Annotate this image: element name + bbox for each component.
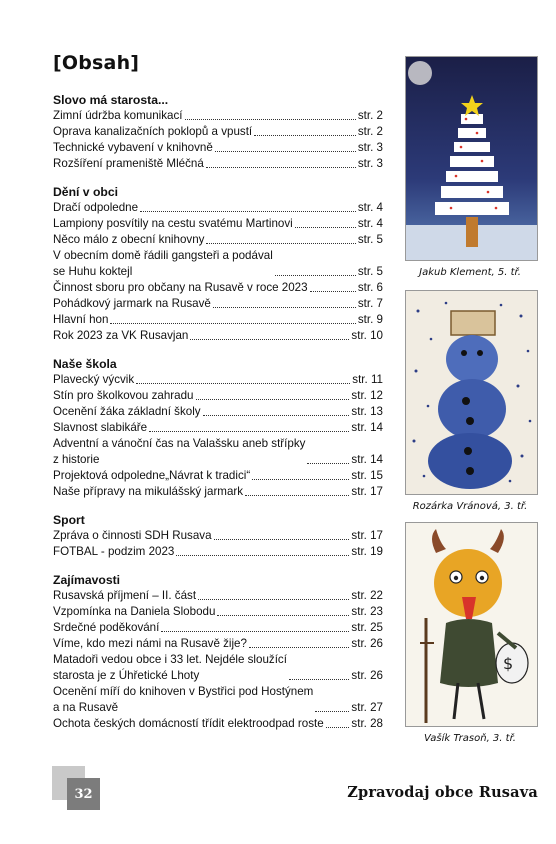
- toc-entry-page: str. 2: [357, 125, 383, 138]
- toc-entry-title: FOTBAL - podzim 2023: [53, 545, 175, 558]
- toc-section-title: Dění v obci: [53, 185, 119, 199]
- toc-entry: [53, 716, 383, 732]
- toc-entry-page: str. 3: [357, 157, 383, 170]
- toc-dot-leader: [215, 151, 356, 152]
- artwork-snowman: [405, 290, 538, 495]
- toc-dot-leader: [185, 119, 356, 120]
- toc-section: [53, 512, 383, 560]
- toc-dot-leader: [149, 431, 349, 432]
- toc-entry: [53, 604, 383, 620]
- toc-entry-page: str. 15: [351, 469, 383, 482]
- toc-entry-page: str. 5: [357, 233, 383, 246]
- toc-entry: [53, 108, 383, 124]
- toc-entry-title: Rozšíření prameniště Mléčná: [53, 157, 204, 170]
- toc-entry-page: str. 14: [351, 421, 383, 434]
- toc-dot-leader: [110, 323, 355, 324]
- toc-entry-title: V obecním domě řádili gangsteři a podával se Huhu koktejl: [53, 249, 273, 278]
- toc-entry: [53, 528, 383, 544]
- toc-entry: [53, 468, 383, 484]
- toc-entry: [53, 124, 383, 140]
- toc-dot-leader: [252, 479, 349, 480]
- page-number: 32: [67, 778, 100, 810]
- toc-entry: [53, 404, 383, 420]
- toc-dot-leader: [203, 415, 350, 416]
- toc-dot-leader: [245, 495, 349, 496]
- toc-entry-page: str. 14: [351, 453, 383, 466]
- toc-entry-page: str. 26: [351, 669, 383, 682]
- toc-entry-page: str. 7: [357, 297, 383, 310]
- toc-entry-title: Zimní údržba komunikací: [53, 109, 183, 122]
- toc-entry-title: Adventní a vánoční čas na Valašsku aneb střípky z historie: [53, 437, 306, 466]
- toc-entry-title: Lampiony posvítily na cestu svatému Martinovi: [53, 217, 293, 230]
- toc-entry-title: Hlavní hon: [53, 313, 109, 326]
- toc-entry-title: Rok 2023 za VK Rusavjan: [53, 329, 189, 342]
- toc-entry-page: str. 22: [351, 589, 383, 602]
- toc-dot-leader: [310, 291, 356, 292]
- toc-dot-leader: [326, 727, 350, 728]
- toc-dot-leader: [198, 599, 349, 600]
- toc-entry-title: Něco málo z obecní knihovny: [53, 233, 205, 246]
- toc-entry: [53, 140, 383, 156]
- toc-entry-page: str. 5: [357, 265, 383, 278]
- toc-section: [53, 572, 383, 732]
- toc-dot-leader: [206, 167, 356, 168]
- toc-dot-leader: [275, 275, 356, 276]
- toc-entry: [53, 296, 383, 312]
- toc-entry-page: str. 11: [352, 373, 383, 386]
- toc-entry: [53, 248, 383, 280]
- toc-entry-title: Ocenění žáka základní školy: [53, 405, 201, 418]
- toc-entry-title: Víme, kdo mezi námi na Rusavě žije?: [53, 637, 247, 650]
- toc-entry: [53, 216, 383, 232]
- toc-entry-title: Slavnost slabikáře: [53, 421, 148, 434]
- toc-dot-leader: [190, 339, 349, 340]
- toc-dot-leader: [249, 647, 349, 648]
- devil-drawing: [406, 523, 537, 726]
- toc-entry: [53, 636, 383, 652]
- toc-dot-leader: [136, 383, 350, 384]
- toc-entry-page: str. 17: [351, 529, 383, 542]
- toc-dot-leader: [254, 135, 356, 136]
- toc-entry-title: Naše přípravy na mikulášský jarmark: [53, 485, 244, 498]
- toc-entry-page: str. 9: [357, 313, 383, 326]
- toc-section-title: Sport: [53, 513, 85, 527]
- toc-entry-page: str. 28: [351, 717, 383, 730]
- table-of-contents: [53, 52, 383, 744]
- toc-entry-title: Technické vybavení v knihovně: [53, 141, 213, 154]
- toc-entry-page: str. 19: [351, 545, 383, 558]
- toc-entry-page: str. 6: [357, 281, 383, 294]
- toc-entry: [53, 620, 383, 636]
- toc-entry: [53, 328, 383, 344]
- page-title: [Obsah]: [53, 52, 140, 74]
- toc-entry-title: Pohádkový jarmark na Rusavě: [53, 297, 211, 310]
- toc-dot-leader: [213, 307, 356, 308]
- toc-entry: [53, 652, 383, 684]
- toc-dot-leader: [206, 243, 355, 244]
- toc-entry-title: Srdečné poděkování: [53, 621, 160, 634]
- artwork-caption: Rozárka Vránová, 3. tř.: [412, 501, 528, 512]
- toc-entry-title: Ocenění míří do knihoven v Bystřici pod Hostýnem a na Rusavě: [53, 685, 314, 714]
- toc-entry: [53, 232, 383, 248]
- toc-entry: [53, 684, 383, 716]
- toc-entry-page: str. 26: [351, 637, 383, 650]
- toc-section: [53, 92, 383, 172]
- toc-entry: [53, 544, 383, 560]
- toc-dot-leader: [161, 631, 349, 632]
- toc-entry-page: str. 25: [351, 621, 383, 634]
- toc-entry: [53, 372, 383, 388]
- toc-entry-page: str. 27: [351, 701, 383, 714]
- toc-dot-leader: [214, 539, 350, 540]
- toc-section-title: Naše škola: [53, 357, 117, 371]
- toc-entry: [53, 200, 383, 216]
- toc-section-title: Zajímavosti: [53, 573, 121, 587]
- toc-entry-title: Rusavská příjmení – II. část: [53, 589, 197, 602]
- toc-entry-title: Oprava kanalizačních poklopů a vpustí: [53, 125, 253, 138]
- toc-section-title: Slovo má starosta...: [53, 93, 169, 107]
- artwork-caption: Jakub Klement, 5. tř.: [419, 267, 521, 278]
- toc-entry: [53, 280, 383, 296]
- toc-dot-leader: [307, 463, 349, 464]
- toc-dot-leader: [217, 615, 349, 616]
- toc-entry: [53, 484, 383, 500]
- toc-entry-page: str. 17: [351, 485, 383, 498]
- toc-entry-page: str. 4: [357, 217, 383, 230]
- toc-entry-title: Ochota českých domácností třídit elektroodpad roste: [53, 717, 324, 730]
- toc-entry-title: Plavecký výcvik: [53, 373, 135, 386]
- artwork-christmas-tree: [405, 56, 538, 261]
- toc-entry: [53, 588, 383, 604]
- toc-sections: [53, 92, 383, 732]
- svg-text:$: $: [503, 654, 514, 673]
- toc-section: [53, 184, 383, 344]
- toc-dot-leader: [315, 711, 349, 712]
- artwork-caption: Vašík Trasoň, 3. tř.: [424, 733, 516, 744]
- toc-entry-title: Činnost sboru pro občany na Rusavě v roce 2023: [53, 281, 308, 294]
- toc-entry-title: Vzpomínka na Daniela Slobodu: [53, 605, 216, 618]
- toc-dot-leader: [289, 679, 349, 680]
- toc-entry-page: str. 13: [351, 405, 383, 418]
- toc-entry-page: str. 3: [357, 141, 383, 154]
- toc-entry-page: str. 12: [351, 389, 383, 402]
- christmas-tree-drawing: [406, 57, 537, 260]
- toc-dot-leader: [196, 399, 350, 400]
- toc-entry-page: str. 2: [357, 109, 383, 122]
- toc-entry: [53, 420, 383, 436]
- toc-entry-title: Dračí odpoledne: [53, 201, 139, 214]
- toc-entry-page: str. 23: [351, 605, 383, 618]
- toc-entry-page: str. 4: [357, 201, 383, 214]
- toc-entry-title: Matadoři vedou obce i 33 let. Nejdéle sloužící starosta je z Úhřetické Lhoty: [53, 653, 287, 682]
- toc-entry-title: Projektová odpoledne„Návrat k tradici“: [53, 469, 251, 482]
- toc-entry-page: str. 10: [351, 329, 383, 342]
- toc-dot-leader: [176, 555, 349, 556]
- snowman-drawing: [406, 291, 537, 494]
- toc-dot-leader: [140, 211, 356, 212]
- toc-entry: [53, 312, 383, 328]
- publication-title: Zpravodaj obce Rusava: [347, 784, 538, 801]
- toc-entry: [53, 156, 383, 172]
- toc-entry-title: Stín pro školkovou zahradu: [53, 389, 194, 402]
- toc-entry: [53, 436, 383, 468]
- toc-section: [53, 356, 383, 500]
- toc-entry: [53, 388, 383, 404]
- artwork-devil: [405, 522, 538, 727]
- toc-dot-leader: [295, 227, 356, 228]
- toc-entry-title: Zpráva o činnosti SDH Rusava: [53, 529, 212, 542]
